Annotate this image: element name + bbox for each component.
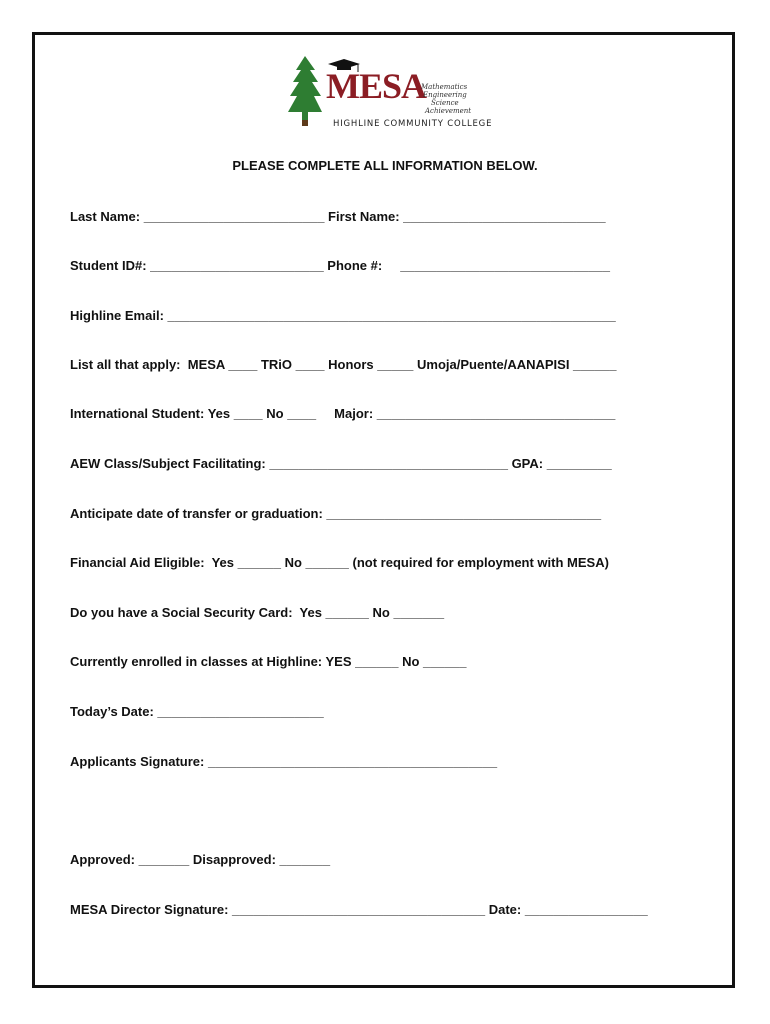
social-security-line[interactable]: Do you have a Social Security Card: Yes ______ No _______ [70,605,445,620]
logo-word-engineering: Engineering [423,91,467,99]
todays-date-line[interactable]: Today’s Date: _______________________ [70,704,324,719]
enrolled-line[interactable]: Currently enrolled in classes at Highline: YES ______ No ______ [70,654,467,669]
mesa-logo [288,56,493,132]
student-id-phone-line[interactable]: Student ID#: ________________________ Phone #: _____________________________ [70,258,610,273]
director-signature-line[interactable]: MESA Director Signature: ___________________________________ Date: _________________ [70,902,648,917]
logo-college-name: HIGHLINE COMMUNITY COLLEGE [333,119,493,129]
logo-mesa-words [421,83,471,115]
form-heading: PLEASE COMPLETE ALL INFORMATION BELOW. [232,158,538,173]
programs-apply-line[interactable]: List all that apply: MESA ____ TRiO ____ Honors _____ Umoja/Puente/AANAPISI ______ [70,357,617,372]
aew-class-gpa-line[interactable]: AEW Class/Subject Facilitating: _________________________________ GPA: _________ [70,456,612,471]
applicant-signature-line[interactable]: Applicants Signature: ________________________________________ [70,754,498,769]
approval-line[interactable]: Approved: _______ Disapproved: _______ [70,852,331,867]
logo-word-achievement: Achievement [425,107,472,115]
logo-word-science: Science [431,99,459,107]
name-line[interactable]: Last Name: _________________________ First Name: ____________________________ [70,209,606,224]
financial-aid-line[interactable]: Financial Aid Eligible: Yes ______ No ______ (not required for employment with MESA) [70,555,609,570]
logo-mesa-text: MESA [326,66,427,106]
highline-email-line[interactable]: Highline Email: ______________________________________________________________ [70,308,616,323]
international-major-line[interactable]: International Student: Yes ____ No ____ Major: _________________________________ [70,406,616,421]
transfer-date-line[interactable]: Anticipate date of transfer or graduation: ______________________________________ [70,506,602,521]
logo-word-mathematics: Mathematics [421,83,468,91]
